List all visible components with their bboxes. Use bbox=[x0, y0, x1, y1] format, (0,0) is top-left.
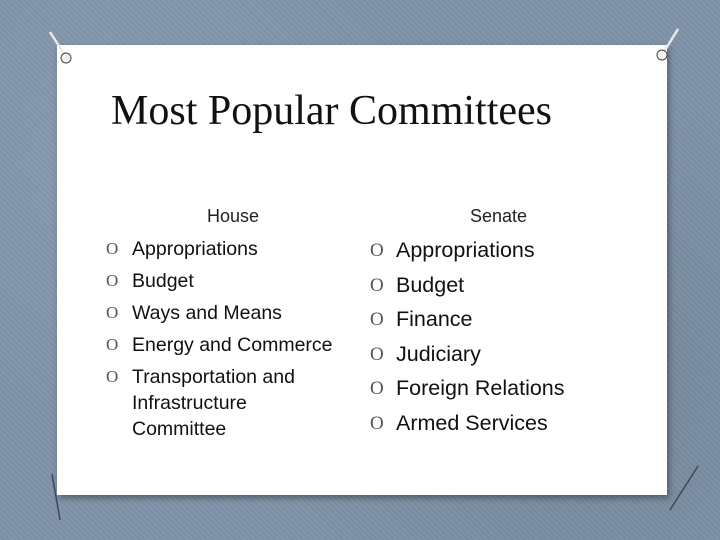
senate-committee-list bbox=[370, 236, 630, 444]
list-item bbox=[370, 340, 630, 368]
bullet-icon: O bbox=[370, 412, 384, 434]
list-item bbox=[106, 332, 336, 358]
list-item bbox=[106, 268, 336, 294]
list-item-label: Finance bbox=[396, 307, 473, 332]
list-item-label: Transportation and Infrastructure Committee bbox=[132, 366, 295, 440]
bullet-icon: O bbox=[370, 274, 384, 296]
bullet-icon: O bbox=[370, 343, 384, 365]
right-edge-line-icon bbox=[664, 460, 704, 520]
list-item bbox=[370, 374, 630, 402]
bullet-icon: O bbox=[106, 367, 119, 386]
house-committee-list bbox=[106, 236, 336, 448]
list-item bbox=[370, 236, 630, 264]
list-item bbox=[106, 364, 336, 442]
bullet-icon: O bbox=[106, 239, 119, 258]
list-item bbox=[370, 409, 630, 437]
list-item-label: Armed Services bbox=[396, 410, 548, 435]
bullet-icon: O bbox=[106, 271, 119, 290]
list-item bbox=[106, 300, 336, 326]
bullet-icon: O bbox=[106, 303, 119, 322]
bullet-icon: O bbox=[106, 335, 119, 354]
house-heading: House bbox=[207, 206, 260, 226]
list-item-label: Ways and Means bbox=[132, 302, 282, 324]
senate-heading: Senate bbox=[470, 206, 528, 226]
bullet-icon: O bbox=[370, 309, 384, 331]
list-item-label: Budget bbox=[396, 272, 465, 297]
list-item-label: Appropriations bbox=[396, 238, 535, 262]
list-item bbox=[370, 271, 630, 299]
list-item-label: Budget bbox=[132, 270, 194, 292]
list-item-label: Foreign Relations bbox=[396, 376, 565, 401]
list-item bbox=[106, 236, 336, 262]
list-item bbox=[370, 305, 630, 333]
list-item-label: Judiciary bbox=[396, 341, 481, 366]
bullet-icon: O bbox=[370, 378, 384, 400]
slide-title: Most Popular Committees bbox=[111, 88, 552, 134]
list-item-label: Appropriations bbox=[132, 238, 258, 260]
list-item-label: Energy and Commerce bbox=[132, 334, 333, 356]
bullet-icon: O bbox=[370, 240, 384, 261]
